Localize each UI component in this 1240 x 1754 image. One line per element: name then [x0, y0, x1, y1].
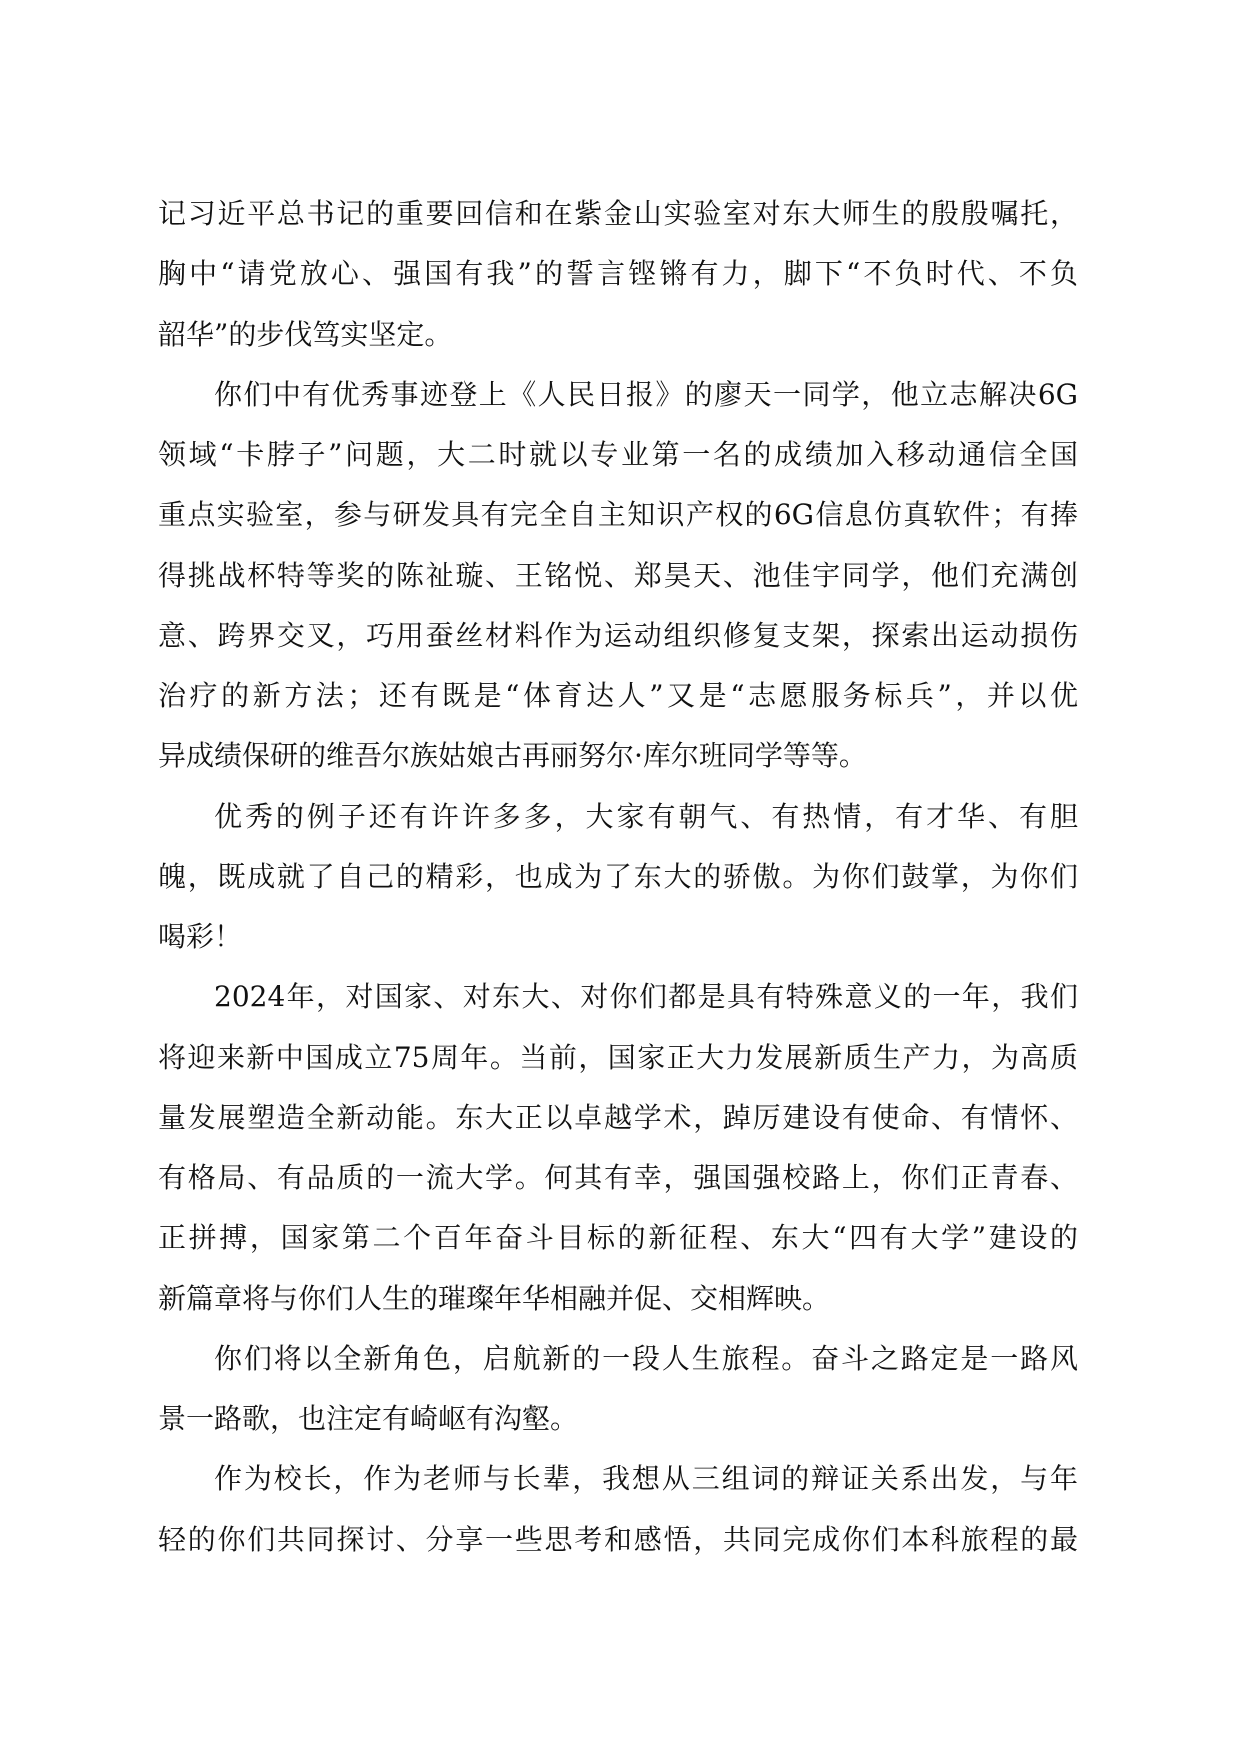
- paragraph: [158, 1329, 1078, 1450]
- text-line: 治疗的新方法；还有既是“体育达人”又是“志愿服务标兵”，并以优: [158, 679, 1078, 712]
- text-line: 有格局、有品质的一流大学。何其有幸，强国强校路上，你们正青春、: [158, 1161, 1078, 1194]
- paragraph: [158, 365, 1078, 787]
- text-line: 作为校长，作为老师与长辈，我想从三组词的辩证关系出发，与年: [214, 1462, 1078, 1496]
- text-line: 景一路歌，也注定有崎岖有沟壑。: [158, 1402, 579, 1435]
- text-line: 轻的你们共同探讨、分享一些思考和感悟，共同完成你们本科旅程的最: [158, 1522, 1078, 1556]
- text-line: 量发展塑造全新动能。东大正以卓越学术，踔厉建设有使命、有情怀、: [158, 1100, 1078, 1134]
- text-line: 韶华”的步伐笃实坚定。: [158, 317, 453, 351]
- body-text: [158, 184, 1078, 1570]
- text-line: 胸中“请党放心、强国有我”的誓言铿锵有力，脚下“不负时代、不负: [158, 257, 1078, 291]
- text-line: 新篇章将与你们人生的璀璨年华相融并促、交相辉映。: [158, 1281, 831, 1315]
- paragraph: [158, 184, 1078, 365]
- text-line: 得挑战杯特等奖的陈祉璇、王铭悦、郑昊天、池佳宇同学，他们充满创: [158, 558, 1078, 592]
- text-line: 2024年，对国家、对东大、对你们都是具有特殊意义的一年，我们: [214, 980, 1078, 1014]
- text-line: 喝彩！: [158, 920, 243, 953]
- paragraph: [158, 1449, 1078, 1570]
- paragraph: [158, 967, 1078, 1329]
- text-line: 正拼搏，国家第二个百年奋斗目标的新征程、东大“四有大学”建设的: [158, 1221, 1078, 1255]
- text-line: 重点实验室，参与研发具有完全自主知识产权的6G信息仿真软件；有捧: [158, 498, 1078, 532]
- text-line: 异成绩保研的维吾尔族姑娘古再丽努尔·库尔班同学等等。: [158, 739, 867, 773]
- text-line: 优秀的例子还有许许多多，大家有朝气、有热情，有才华、有胆: [214, 799, 1078, 833]
- text-line: 你们将以全新角色，启航新的一段人生旅程。奋斗之路定是一路风: [214, 1341, 1078, 1375]
- text-line: 你们中有优秀事迹登上《人民日报》的廖天一同学，他立志解决6G: [214, 377, 1078, 411]
- text-line: 领域“卡脖子”问题，大二时就以专业第一名的成绩加入移动通信全国: [158, 438, 1078, 471]
- text-line: 意、跨界交叉，巧用蚕丝材料作为运动组织修复支架，探索出运动损伤: [158, 618, 1078, 652]
- paragraph: [158, 787, 1078, 968]
- text-line: 记习近平总书记的重要回信和在紫金山实验室对东大师生的殷殷嘱托，: [158, 197, 1078, 230]
- text-line: 将迎来新中国成立75周年。当前，国家正大力发展新质生产力，为高质: [158, 1040, 1078, 1074]
- text-line: 魄，既成就了自己的精彩，也成为了东大的骄傲。为你们鼓掌，为你们: [158, 859, 1078, 893]
